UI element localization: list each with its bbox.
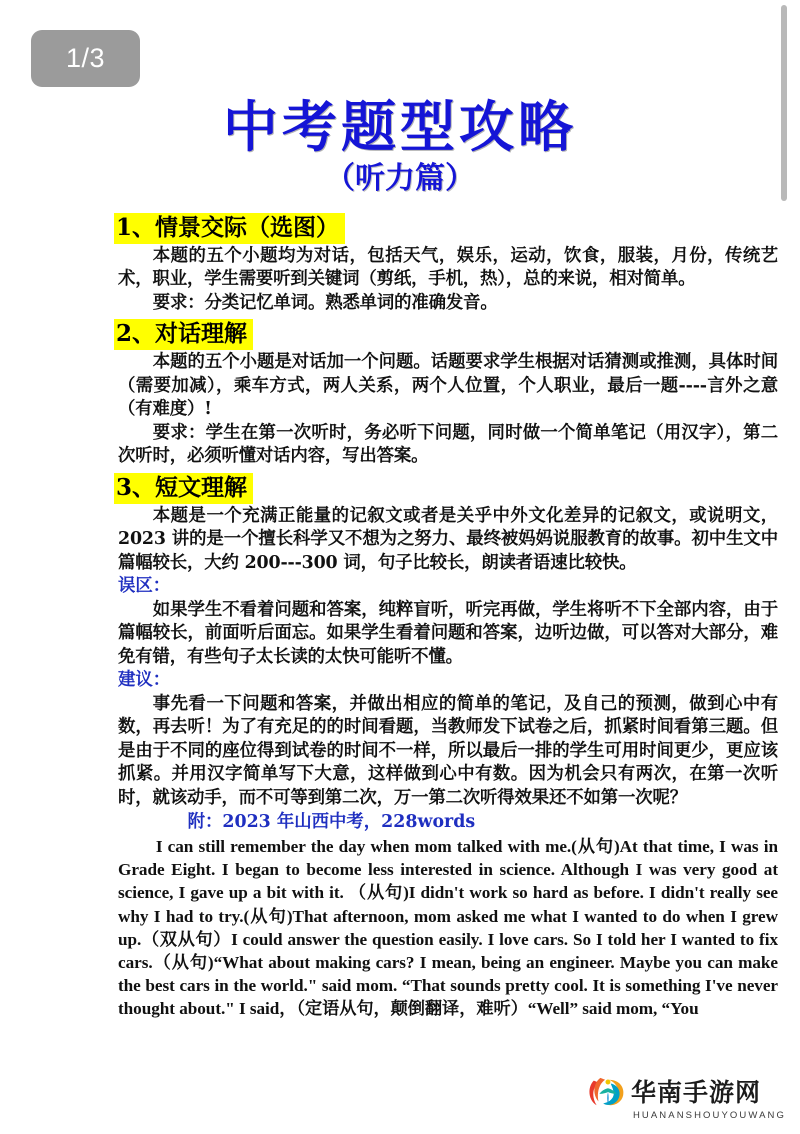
scrollbar-thumb[interactable] <box>781 5 787 201</box>
misconception-label: 误区： <box>118 576 171 597</box>
page-subtitle: （听力篇） <box>325 160 475 196</box>
section-body-3: 本题是一个充满正能量的记叙文或者是关乎中外文化差异的记叙文，或说明文，2023 讲的是一个擅长科学又不想为之努力、最终被妈妈说服教育的故事。初中生文中篇幅较长，大约 200---300 词，句子比较长，朗读者语速比较快。 <box>118 505 778 573</box>
page-title: 中考题型攻略 <box>222 94 577 159</box>
logo-icon <box>588 1075 626 1109</box>
watermark-cn-text: 华南手游网 <box>630 1077 761 1107</box>
section-body-1: 本题的五个小题均为对话，包括天气，娱乐，运动，饮食，服装，月份，传统艺术，职业，学生需要听到关键词（剪纸，手机，热），总的来说，相对简单。 <box>118 245 778 290</box>
document-content <box>0 209 800 1021</box>
watermark-en-text: HUANANSHOUYOUWANG <box>632 1110 786 1121</box>
advice-label: 建议： <box>118 670 171 691</box>
advice-body: 事先看一下问题和答案，并做出相应的简单的笔记，及自己的预测，做到心中有数，再去听！为了有充足的的时间看题，当教师发下试卷之后，抓紧时间看第三题。但是由于不同的座位得到试卷的时间不一样，所以最后一排的学生可用时间更少，更应该抓紧。并用汉字简单写下大意，这样做到心中有数。因为机会只有两次，在第一次听时，就该动手，而不可等到第二次，万一第二次听得效果还不如第一次呢？ <box>118 693 778 808</box>
english-passage: I can still remember the day when mom talked with me.(从句)At that time, I was in Grade Eight. I began to become less interested in science. Although I was very good at science, I gave up a bit with it. （从句)I didn't work so hard as before. I didn't really see why I had to try.(从句)That afternoon, mom asked me what I wanted to do when I grew up.（双从句）I could answer the question easily. I love cars. So I told her I wanted to fix cars.（从句)“What about making cars? I mean, being an engineer. Maybe you can make the best cars in the world." said mom. “That sounds pretty cool. It is something I've never thought about." I said，（定语从句，颠倒翻译，难听）“Well” said mom, “You <box>118 836 778 1019</box>
section-heading-2: 2、对话理解 <box>114 319 253 350</box>
site-watermark <box>588 1075 786 1122</box>
watermark-row <box>588 1075 761 1109</box>
section-heading-3: 3、短文理解 <box>114 473 253 504</box>
section-body-2: 本题的五个小题是对话加一个问题。话题要求学生根据对话猜测或推测，具体时间（需要加减），乘车方式，两人关系，两个人位置，个人职业，最后一题----言外之意（有难度）! <box>118 352 778 420</box>
misconception-body: 如果学生不看着问题和答案，纯粹盲听，听完再做，学生将听不下全部内容，由于篇幅较长，前面听后面忘。如果学生看着问题和答案，边听边做，可以答对大部分，难免有错，有些句子太长读的太快可能听不懂。 <box>118 599 778 667</box>
attachment-line: 附：2023 年山西中考，228words <box>187 812 476 833</box>
section-requirement-1: 要求：分类记忆单词。熟悉单词的准确发音。 <box>152 292 498 313</box>
section-heading-1: 1、情景交际（选图） <box>114 213 345 244</box>
page-indicator-badge: 1/3 <box>31 30 140 87</box>
scrollbar-track[interactable] <box>786 0 794 1134</box>
section-requirement-2: 要求：学生在第一次听时，务必听下问题，同时做一个简单笔记（用汉字），第二次听时，必须听懂对话内容，写出答案。 <box>118 422 778 467</box>
